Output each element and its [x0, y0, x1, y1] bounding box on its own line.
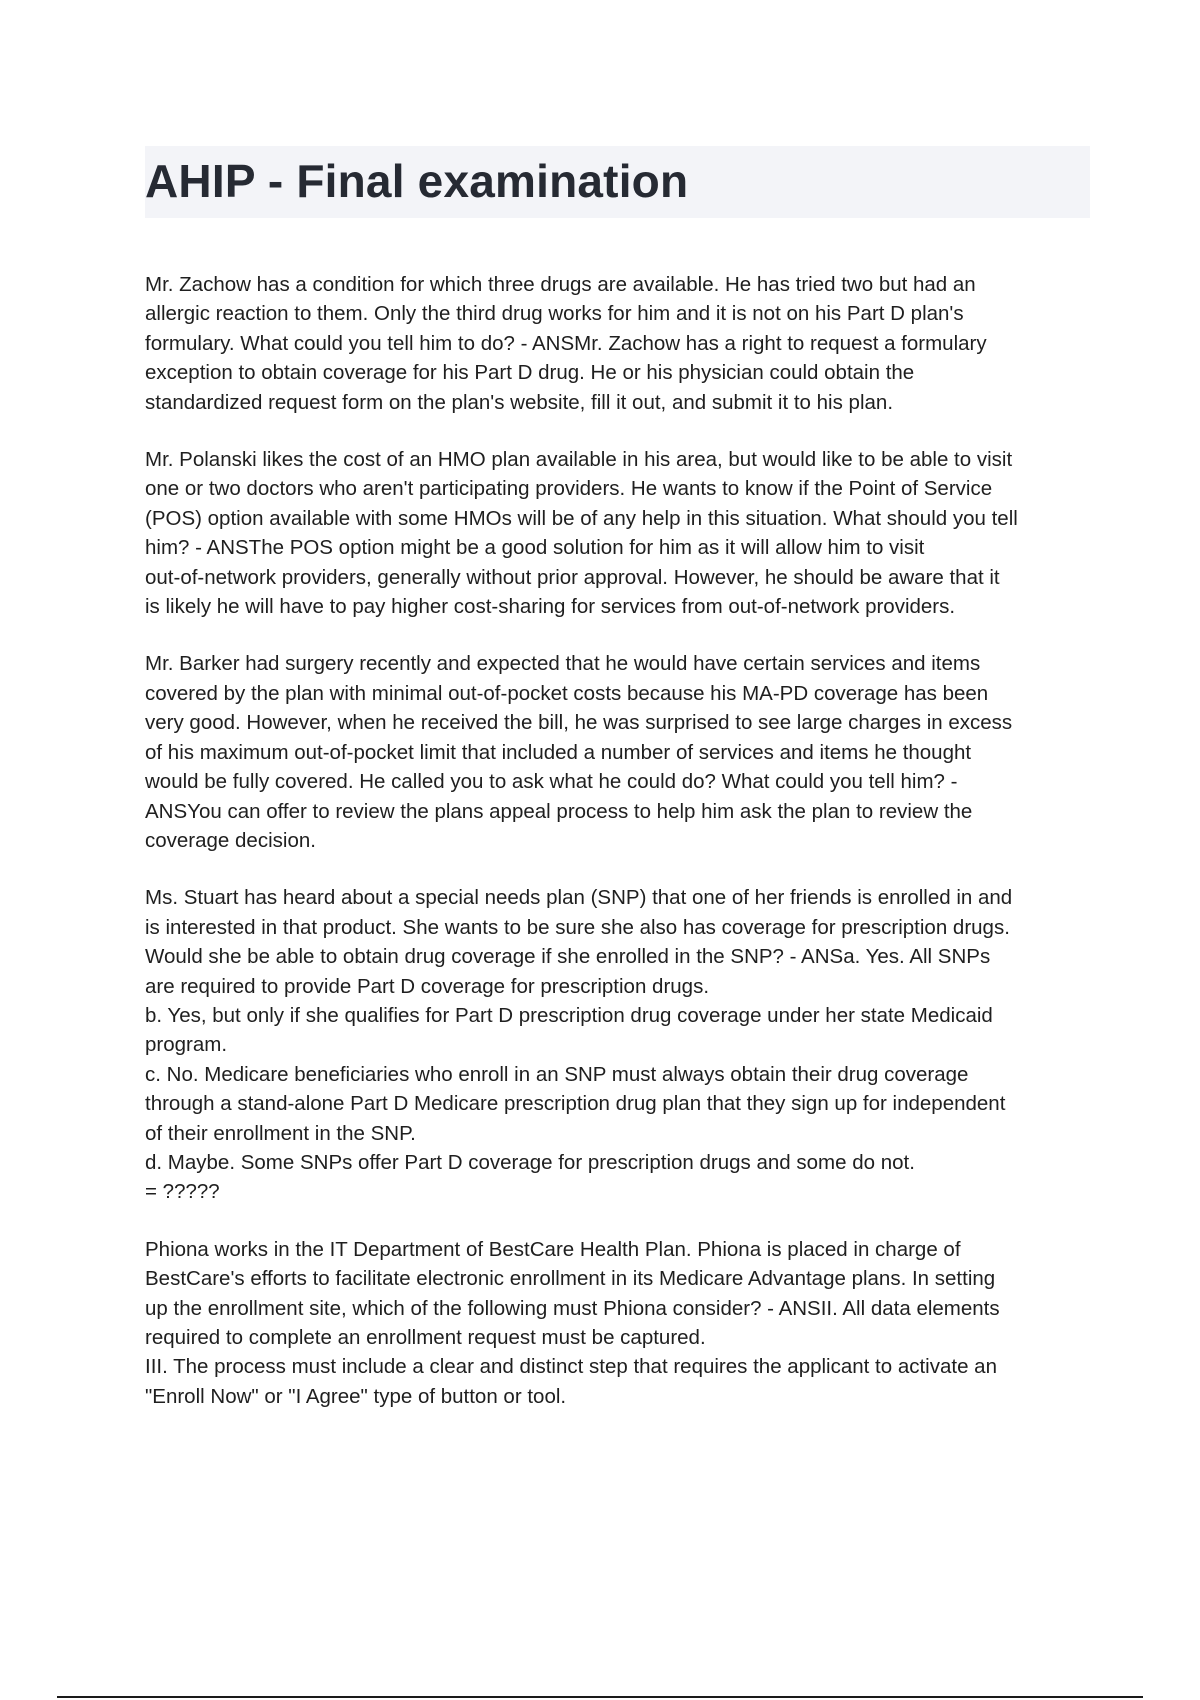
footer-divider [57, 1696, 1143, 1698]
text-line: Mr. Polanski likes the cost of an HMO plan available in his area, but would like to be able to visit [145, 448, 1013, 472]
text-line: of his maximum out-of-pocket limit that included a number of services and items he thought [145, 740, 972, 764]
title-banner [145, 146, 1090, 218]
text-line: (POS) option available with some HMOs will be of any help in this situation. What should you tell [145, 506, 1018, 530]
text-line: covered by the plan with minimal out-of-pocket costs because his MA-PD coverage has been [145, 681, 989, 705]
question-stuart [145, 883, 1095, 1206]
text-line: BestCare's efforts to facilitate electronic enrollment in its Medicare Advantage plans. In setting [145, 1267, 996, 1291]
text-line: Phiona works in the IT Department of BestCare Health Plan. Phiona is placed in charge of [145, 1237, 961, 1261]
question-zachow [145, 270, 1095, 417]
text-line: "Enroll Now" or "I Agree" type of button or tool. [145, 1384, 567, 1408]
page-title: AHIP - Final examination [145, 155, 689, 207]
text-line: = ????? [145, 1180, 220, 1204]
text-line: Mr. Zachow has a condition for which three drugs are available. He has tried two but had an [145, 273, 976, 296]
text-line: is likely he will have to pay higher cost-sharing for services from out-of-network providers. [145, 595, 956, 619]
text-line: one or two doctors who aren't participating providers. He wants to know if the Point of Service [145, 477, 993, 501]
question-barker [145, 649, 1095, 855]
text-line: ANSYou can offer to review the plans appeal process to help him ask the plan to review the [145, 799, 973, 823]
text-line: coverage decision. [145, 828, 316, 852]
text-line: III. The process must include a clear and distinct step that requires the applicant to activate an [145, 1355, 997, 1379]
text-line: Would she be able to obtain drug coverage if she enrolled in the SNP? - ANSa. Yes. All SNPs [145, 945, 991, 969]
text-line: required to complete an enrollment request must be captured. [145, 1326, 706, 1349]
text-line: Ms. Stuart has heard about a special needs plan (SNP) that one of her friends is enrolled in and [145, 886, 1013, 910]
text-line: are required to provide Part D coverage for prescription drugs. [145, 974, 710, 998]
text-line: b. Yes, but only if she qualifies for Part D prescription drug coverage under her state Medicaid [145, 1003, 993, 1027]
text-line: would be fully covered. He called you to ask what he could do? What could you tell him? - [145, 770, 958, 794]
text-line: out-of-network providers, generally without prior approval. However, he should be aware that it [145, 565, 1000, 589]
text-line: formulary. What could you tell him to do? - ANSMr. Zachow has a right to request a formulary [145, 331, 987, 355]
text-line: very good. However, when he received the bill, he was surprised to see large charges in excess [145, 711, 1013, 735]
text-line: d. Maybe. Some SNPs offer Part D coverage for prescription drugs and some do not. [145, 1150, 915, 1174]
text-line: of their enrollment in the SNP. [145, 1121, 416, 1145]
text-line: exception to obtain coverage for his Part D drug. He or his physician could obtain the [145, 361, 915, 385]
question-polanski [145, 445, 1095, 621]
text-line: him? - ANSThe POS option might be a good solution for him as it will allow him to visit [145, 536, 925, 560]
text-line: c. No. Medicare beneficiaries who enroll in an SNP must always obtain their drug coverage [145, 1062, 969, 1086]
text-line: program. [145, 1033, 228, 1057]
text-line: is interested in that product. She wants to be sure she also has coverage for prescription drugs. [145, 915, 1010, 939]
document-body [145, 270, 1095, 1439]
text-line: up the enrollment site, which of the following must Phiona consider? - ANSII. All data elements [145, 1296, 1000, 1320]
text-line: allergic reaction to them. Only the third drug works for him and it is not on his Part D plan's [145, 302, 964, 326]
text-line: Mr. Barker had surgery recently and expected that he would have certain services and items [145, 652, 981, 676]
text-line: through a stand-alone Part D Medicare prescription drug plan that they sign up for independent [145, 1092, 1006, 1116]
question-phiona [145, 1235, 1095, 1411]
text-line: standardized request form on the plan's website, fill it out, and submit it to his plan. [145, 390, 894, 414]
